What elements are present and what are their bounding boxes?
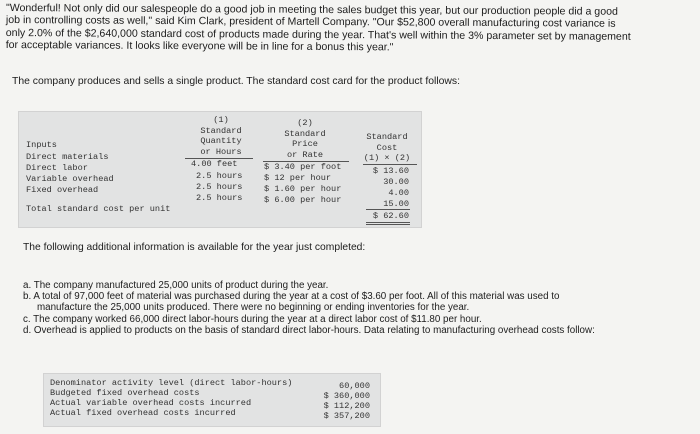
col2-header-line: (2) xyxy=(297,118,313,128)
row-cost: 4.00 xyxy=(388,188,409,198)
row-label: Variable overhead xyxy=(26,174,114,184)
row-cost: 30.00 xyxy=(383,177,409,187)
row-label: Fixed overhead xyxy=(26,185,99,195)
col1-header-line: Standard xyxy=(200,125,242,136)
col1-header-line: (1) xyxy=(213,115,229,125)
row-rate: $ 6.00 per hour xyxy=(264,195,342,205)
col3-header xyxy=(357,132,417,164)
subtotal-rule xyxy=(366,209,410,210)
row-qty: 2.5 hours xyxy=(196,182,243,192)
total-rule-bottom xyxy=(366,224,410,225)
inputs-label: Inputs xyxy=(26,140,57,150)
row-rate: $ 3.40 per foot xyxy=(264,162,342,172)
overhead-value: $ 112,200 xyxy=(323,401,370,411)
overhead-value: $ 357,200 xyxy=(323,411,370,421)
row-qty: 2.5 hours xyxy=(196,193,243,203)
intro-line: for acceptable variances. It looks like everyone will be in line for a bonus this year." xyxy=(5,39,394,54)
col2-header-line: or Rate xyxy=(286,149,324,160)
intro-paragraph xyxy=(6,2,674,56)
standard-cost-card xyxy=(18,111,422,228)
list-item-d: d. Overhead is applied to products on the basis of standard direct labor-hours. Data relating to manufacturing overhead costs follow: xyxy=(23,324,595,336)
intro-line: "Wonderful! Not only did our salespeople do a good job in meeting the sales budget this year, but our production people did a good xyxy=(5,2,618,18)
row-qty: 4.00 feet xyxy=(191,159,238,169)
col3-header-line: Cost xyxy=(376,142,398,153)
row-label: Direct labor xyxy=(26,163,88,173)
row-label: Direct materials xyxy=(26,152,109,162)
following-text: The following additional information is available for the year just completed: xyxy=(23,242,366,253)
col1-header xyxy=(183,115,259,157)
col1-header-line: or Hours xyxy=(200,146,242,157)
produces-text: The company produces and sells a single product. The standard cost card for the product follows: xyxy=(12,76,461,87)
list-item-c: c. The company worked 66,000 direct labor-hours during the year at a direct labor cost of $11.80 per hour. xyxy=(23,313,482,325)
overhead-label: Budgeted fixed overhead costs xyxy=(50,388,200,398)
total-label: Total standard cost per unit xyxy=(26,204,171,214)
overhead-label: Denominator activity level (direct labor-hours) xyxy=(50,378,293,388)
row-rate: $ 12 per hour xyxy=(264,173,332,183)
col3-header-line: (1) × (2) xyxy=(363,153,411,164)
col2-header xyxy=(259,118,351,160)
additional-info-list xyxy=(23,280,673,336)
overhead-data-box xyxy=(43,373,381,427)
intro-line: job in controlling costs as well," said Kim Clark, president of Martell Company. "Our $52,800 overall manufacturing cost variance is xyxy=(5,14,616,31)
col2-header-line: Price xyxy=(292,139,318,150)
row-rate: $ 1.60 per hour xyxy=(264,184,342,194)
col3-header-line: Standard xyxy=(366,132,408,142)
row-cost: 15.00 xyxy=(383,199,409,209)
overhead-value: $ 360,000 xyxy=(323,391,370,401)
col2-header-line: Standard xyxy=(284,128,326,139)
row-cost: $ 13.60 xyxy=(372,166,409,176)
total-rule-top xyxy=(366,222,410,223)
list-item-b: b. A total of 97,000 feet of material was purchased during the year at a cost of $3.60 per foot. All of this material was used to xyxy=(23,291,560,303)
col1-header-line: Quantity xyxy=(200,136,242,147)
overhead-label: Actual variable overhead costs incurred xyxy=(50,398,252,408)
total-cost: $ 62.60 xyxy=(372,211,409,221)
overhead-value: 60,000 xyxy=(339,381,370,391)
row-qty: 2.5 hours xyxy=(196,171,243,181)
overhead-label: Actual fixed overhead costs incurred xyxy=(50,408,236,418)
col3-underline xyxy=(363,164,417,165)
intro-line: only 2.0% of the $2,640,000 standard cost of products made during the year. That's well within the 3% parameter set by management xyxy=(5,26,631,43)
list-item-a: a. The company manufactured 25,000 units of product during the year. xyxy=(23,280,329,291)
list-item-b-continued: manufacture the 25,000 units produced. There were no beginning or ending inventories for the year. xyxy=(37,302,470,314)
